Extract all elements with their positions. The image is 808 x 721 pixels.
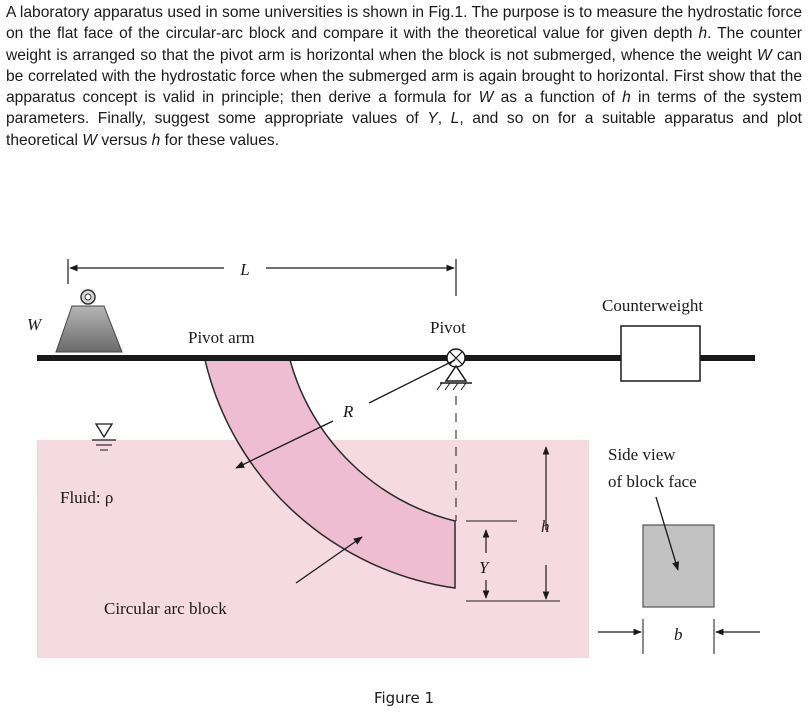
- w-label: W: [27, 315, 42, 334]
- b-label: b: [674, 625, 683, 644]
- problem-statement: [6, 2, 802, 151]
- apparatus-figure: [0, 240, 808, 685]
- text-segment: A laboratory apparatus used in some universities is shown in Fig.1. The purpose is to measure the hydrostatic force on the flat face of the circular-arc block and compare it with the theoretical value for given depth: [6, 4, 802, 43]
- text-segment: ,: [437, 110, 451, 128]
- variable-symbol: h: [698, 25, 708, 43]
- radius-line: [369, 360, 455, 403]
- text-segment: can be correlated with the hydrostatic force when the submerged arm is again brought to horizontal. First show that the apparatus concept is valid in principle; then derive a formula for: [6, 46, 802, 107]
- counterweight-box: [621, 326, 700, 381]
- variable-symbol: W: [478, 89, 494, 107]
- figure-caption: Figure 1: [373, 689, 435, 707]
- fluid-label: Fluid: ρ: [60, 488, 114, 507]
- circular-arc-block-label: Circular arc block: [104, 599, 227, 618]
- variable-symbol: W: [756, 46, 772, 64]
- pivot-arm-label: Pivot arm: [188, 328, 255, 347]
- y-label: Y: [479, 558, 489, 577]
- text-segment: for these values.: [160, 131, 280, 149]
- counterweight-label: Counterweight: [602, 296, 704, 315]
- pivot-support: [446, 366, 466, 381]
- text-segment: versus: [97, 131, 152, 149]
- free-surface-icon: [96, 424, 112, 437]
- variable-symbol: W: [82, 131, 97, 149]
- text-segment: as a function of: [493, 89, 623, 107]
- variable-symbol: h: [151, 131, 161, 149]
- side-view-label-2: of block face: [608, 472, 697, 491]
- l-label: L: [240, 260, 250, 279]
- variable-symbol: L: [450, 110, 460, 128]
- side-view-label-1: Side view: [608, 445, 676, 464]
- weight-W: [56, 306, 122, 352]
- variable-symbol: Y: [427, 110, 438, 128]
- block-face: [643, 525, 714, 607]
- text-segment: in terms of the system parameters. Finally, suggest some appropriate values of: [6, 89, 802, 128]
- text-segment: . The counter weight is arranged so that the pivot arm is horizontal when the block is not submerged, whence the weight: [6, 25, 802, 64]
- text-segment: , and so on for a suitable apparatus and plot theoretical: [6, 110, 803, 149]
- r-label: R: [343, 402, 354, 421]
- h-label: h: [541, 517, 550, 536]
- variable-symbol: h: [622, 89, 631, 107]
- pivot-label: Pivot: [430, 318, 466, 337]
